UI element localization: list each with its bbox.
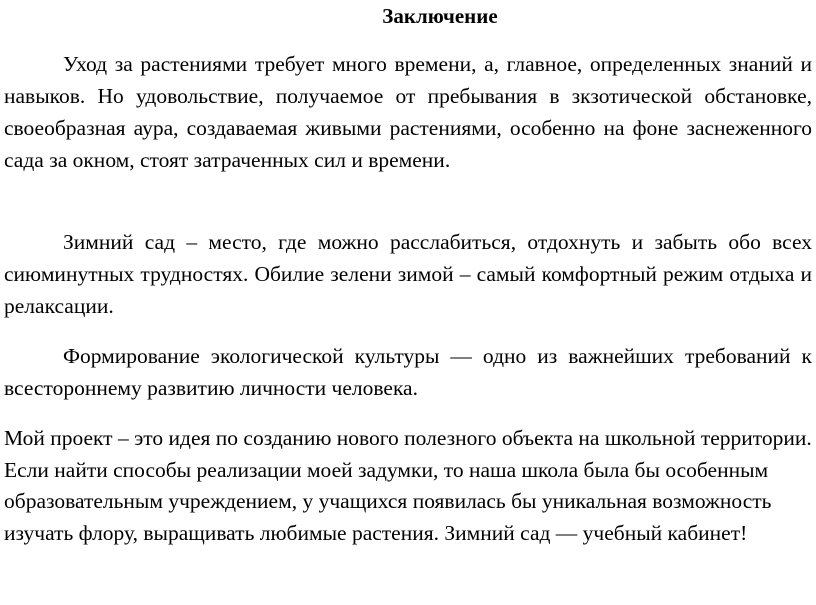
page-title: Заключение xyxy=(382,4,498,28)
paragraph-winter-garden: Зимний сад – место, где можно расслабиться, отдохнуть и забыть обо всех сиюминутных трудностях. Обилие зелени зимой – самый комфортный режим отдыха и релаксации. xyxy=(4,230,812,318)
paragraph-ecological-culture: Формирование экологической культуры — одно из важнейших требований к всестороннему развитию личности человека. xyxy=(4,344,812,400)
paragraph-plant-care: Уход за растениями требует много времени, а, главное, определенных знаний и навыков. Но удовольствие, получаемое от пребывания в зкзотической обстановке, своеобразная аура, создаваемая живыми растениями, особенно на фоне заснеженного сада за окном, стоят затраченных сил и времени. xyxy=(4,52,812,172)
paragraph-my-project: Мой проект – это идея по созданию нового полезного объекта на школьной территории. Если найти способы реализации моей задумки, то наша школа была бы особенным образовательным учреждением, у учащихся появилась бы уникальная возможность изучать флору, выращивать любимые растения. Зимний сад — учебный кабинет! xyxy=(4,426,812,545)
